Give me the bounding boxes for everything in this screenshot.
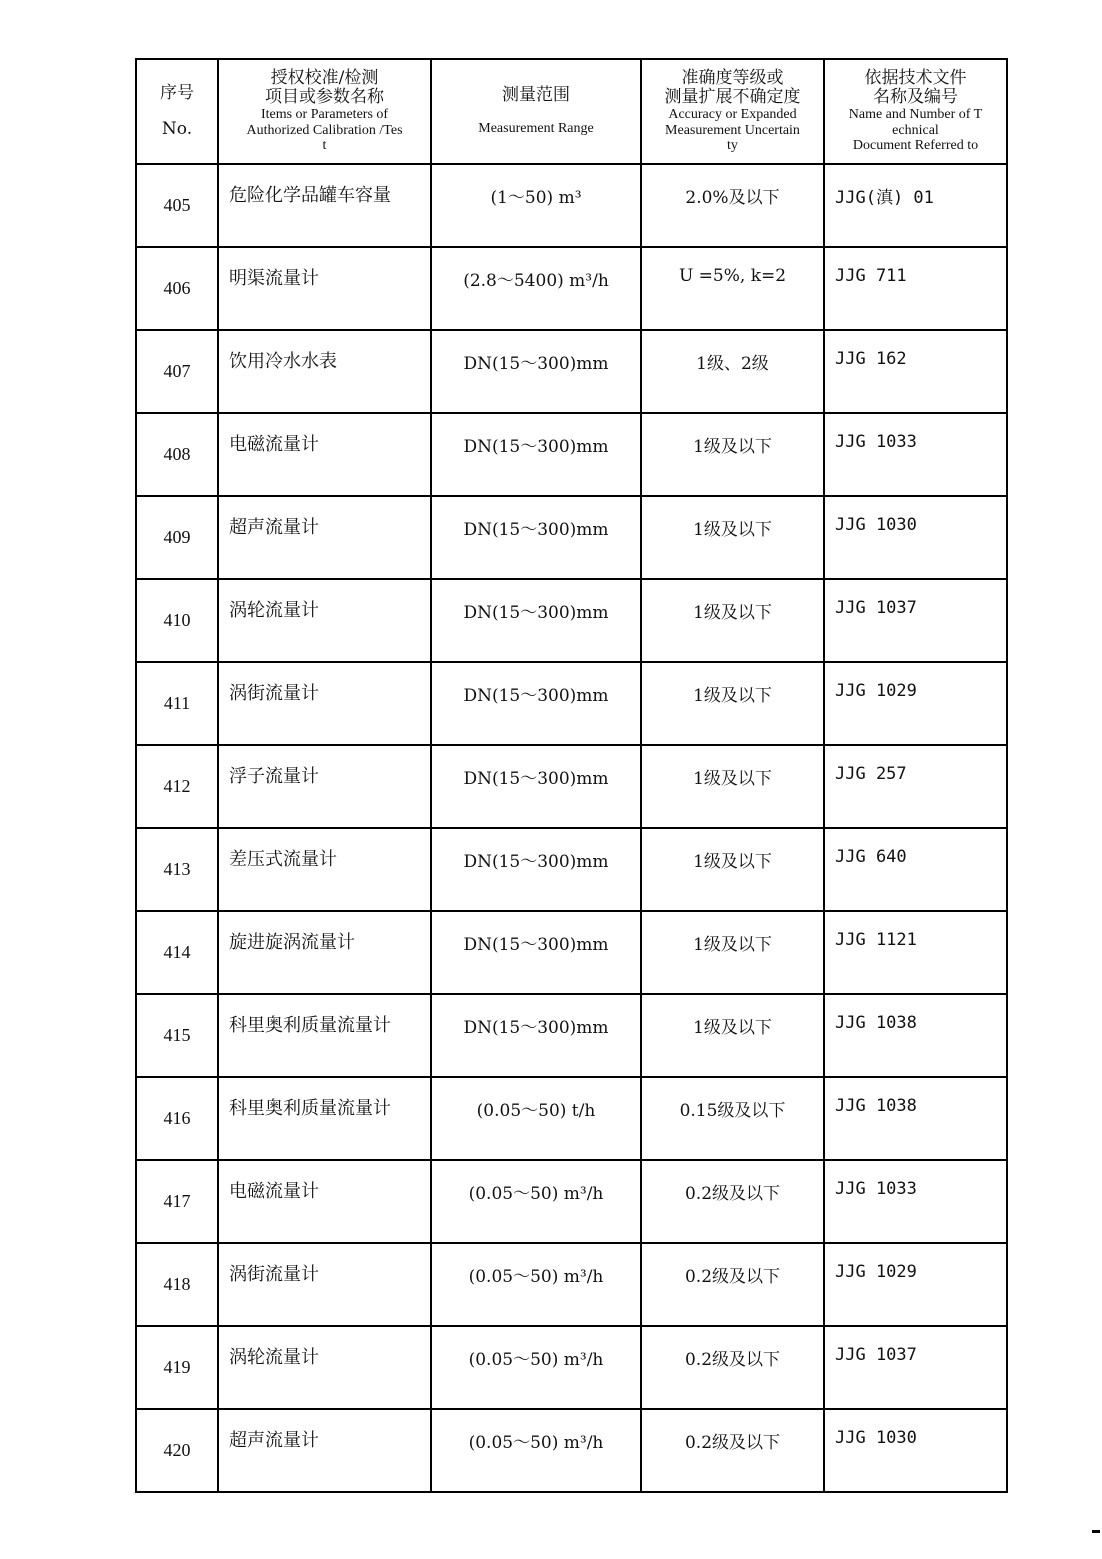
header-accuracy	[641, 59, 824, 164]
row-item: 旋进旋涡流量计	[218, 911, 431, 994]
header-acc-cn-2: 测量扩展不确定度	[664, 86, 801, 107]
header-no	[136, 59, 218, 164]
header-item-cn-1: 授权校准/检测	[270, 67, 379, 88]
row-item: 超声流量计	[218, 1409, 431, 1492]
row-document: JJG 1029	[824, 662, 1007, 745]
row-accuracy: 1级及以下	[641, 662, 824, 745]
header-no-cn: 序号	[160, 83, 194, 104]
row-range: DN(15～300)mm	[431, 994, 641, 1077]
row-accuracy: 0.2级及以下	[641, 1326, 824, 1409]
row-accuracy: 0.15级及以下	[641, 1077, 824, 1160]
row-number: 412	[136, 745, 218, 828]
row-range: DN(15～300)mm	[431, 828, 641, 911]
row-item: 差压式流量计	[218, 828, 431, 911]
table-row	[136, 662, 1007, 745]
table-row	[136, 1326, 1007, 1409]
header-acc-en-2: Measurement Uncertain	[665, 122, 800, 138]
row-item: 涡轮流量计	[218, 579, 431, 662]
header-acc-cn-1: 准确度等级或	[681, 67, 784, 88]
row-range: DN(15～300)mm	[431, 911, 641, 994]
row-item: 涡轮流量计	[218, 1326, 431, 1409]
row-document: JJG 1038	[824, 994, 1007, 1077]
table-row	[136, 745, 1007, 828]
row-accuracy: 0.2级及以下	[641, 1160, 824, 1243]
row-item: 危险化学品罐车容量	[218, 164, 431, 247]
row-document: JJG 1037	[824, 579, 1007, 662]
row-range: (1～50) m³	[431, 164, 641, 247]
table-row	[136, 330, 1007, 413]
table-row	[136, 911, 1007, 994]
header-no-en: No.	[161, 118, 193, 139]
row-accuracy: 2.0%及以下	[641, 164, 824, 247]
row-number: 407	[136, 330, 218, 413]
table-header	[136, 59, 1007, 164]
row-document: JJG 257	[824, 745, 1007, 828]
row-number: 408	[136, 413, 218, 496]
row-accuracy: 1级及以下	[641, 911, 824, 994]
header-range-en: Measurement Range	[478, 121, 594, 137]
table-row	[136, 1160, 1007, 1243]
row-range: (0.05～50) t/h	[431, 1077, 641, 1160]
table-row	[136, 1409, 1007, 1492]
header-item-en-2: Authorized Calibration /Tes	[246, 122, 403, 138]
row-document: JJG 1033	[824, 1160, 1007, 1243]
row-range: (0.05～50) m³/h	[431, 1160, 641, 1243]
row-number: 418	[136, 1243, 218, 1326]
header-doc-cn-1: 依据技术文件	[864, 67, 967, 88]
row-item: 浮子流量计	[218, 745, 431, 828]
header-acc-en-1: Accuracy or Expanded	[668, 107, 797, 123]
header-document	[824, 59, 1007, 164]
row-item: 超声流量计	[218, 496, 431, 579]
calibration-table	[135, 58, 1008, 1493]
row-range: DN(15～300)mm	[431, 745, 641, 828]
table-body	[136, 164, 1007, 1492]
row-range: DN(15～300)mm	[431, 330, 641, 413]
row-document: JJG 1030	[824, 496, 1007, 579]
row-document: JJG 162	[824, 330, 1007, 413]
table-row	[136, 164, 1007, 247]
row-accuracy: 1级、2级	[641, 330, 824, 413]
row-number: 416	[136, 1077, 218, 1160]
row-accuracy: 0.2级及以下	[641, 1409, 824, 1492]
row-item: 科里奥利质量流量计	[218, 994, 431, 1077]
row-number: 419	[136, 1326, 218, 1409]
row-accuracy: 1级及以下	[641, 828, 824, 911]
row-accuracy: 1级及以下	[641, 413, 824, 496]
table-row	[136, 413, 1007, 496]
table-row	[136, 579, 1007, 662]
row-range: DN(15～300)mm	[431, 496, 641, 579]
row-item: 饮用冷水水表	[218, 330, 431, 413]
row-number: 417	[136, 1160, 218, 1243]
row-accuracy: 0.2级及以下	[641, 1243, 824, 1326]
table-row	[136, 1077, 1007, 1160]
row-number: 413	[136, 828, 218, 911]
header-item-en-1: Items or Parameters of	[260, 107, 389, 123]
row-item: 涡街流量计	[218, 662, 431, 745]
row-number: 410	[136, 579, 218, 662]
row-accuracy: U =5%, k=2	[641, 247, 824, 330]
header-doc-en-3: Document Referred to	[852, 138, 979, 154]
row-number: 411	[136, 662, 218, 745]
table-row	[136, 828, 1007, 911]
row-accuracy: 1级及以下	[641, 496, 824, 579]
row-accuracy: 1级及以下	[641, 579, 824, 662]
header-doc-en-1: Name and Number of T	[848, 107, 983, 123]
row-number: 414	[136, 911, 218, 994]
header-range	[431, 59, 641, 164]
row-document: JJG 711	[824, 247, 1007, 330]
row-accuracy: 1级及以下	[641, 745, 824, 828]
header-doc-cn-2: 名称及编号	[873, 86, 958, 107]
row-document: JJG 1029	[824, 1243, 1007, 1326]
row-number: 405	[136, 164, 218, 247]
row-range: (0.05～50) m³/h	[431, 1243, 641, 1326]
header-item-en-3: t	[322, 138, 327, 154]
row-accuracy: 1级及以下	[641, 994, 824, 1077]
header-doc-en-2: echnical	[892, 122, 939, 138]
row-range: (2.8～5400) m³/h	[431, 247, 641, 330]
row-item: 明渠流量计	[218, 247, 431, 330]
row-document: JJG 1038	[824, 1077, 1007, 1160]
row-item: 科里奥利质量流量计	[218, 1077, 431, 1160]
row-number: 409	[136, 496, 218, 579]
row-item: 电磁流量计	[218, 413, 431, 496]
row-document: JJG(滇) 01	[824, 164, 1007, 247]
row-range: (0.05～50) m³/h	[431, 1326, 641, 1409]
row-range: DN(15～300)mm	[431, 413, 641, 496]
page-edge-mark	[1092, 1530, 1100, 1533]
table-row	[136, 1243, 1007, 1326]
row-range: (0.05～50) m³/h	[431, 1409, 641, 1492]
row-range: DN(15～300)mm	[431, 579, 641, 662]
table-row	[136, 496, 1007, 579]
row-document: JJG 1030	[824, 1409, 1007, 1492]
row-document: JJG 640	[824, 828, 1007, 911]
row-document: JJG 1121	[824, 911, 1007, 994]
row-number: 420	[136, 1409, 218, 1492]
row-number: 415	[136, 994, 218, 1077]
row-range: DN(15～300)mm	[431, 662, 641, 745]
row-document: JJG 1037	[824, 1326, 1007, 1409]
header-acc-en-3: ty	[727, 138, 738, 154]
table-row	[136, 994, 1007, 1077]
row-number: 406	[136, 247, 218, 330]
header-range-cn: 测量范围	[502, 85, 570, 106]
table-row	[136, 247, 1007, 330]
row-document: JJG 1033	[824, 413, 1007, 496]
row-item: 电磁流量计	[218, 1160, 431, 1243]
header-item-cn-2: 项目或参数名称	[265, 86, 384, 107]
row-item: 涡街流量计	[218, 1243, 431, 1326]
header-item	[218, 59, 431, 164]
